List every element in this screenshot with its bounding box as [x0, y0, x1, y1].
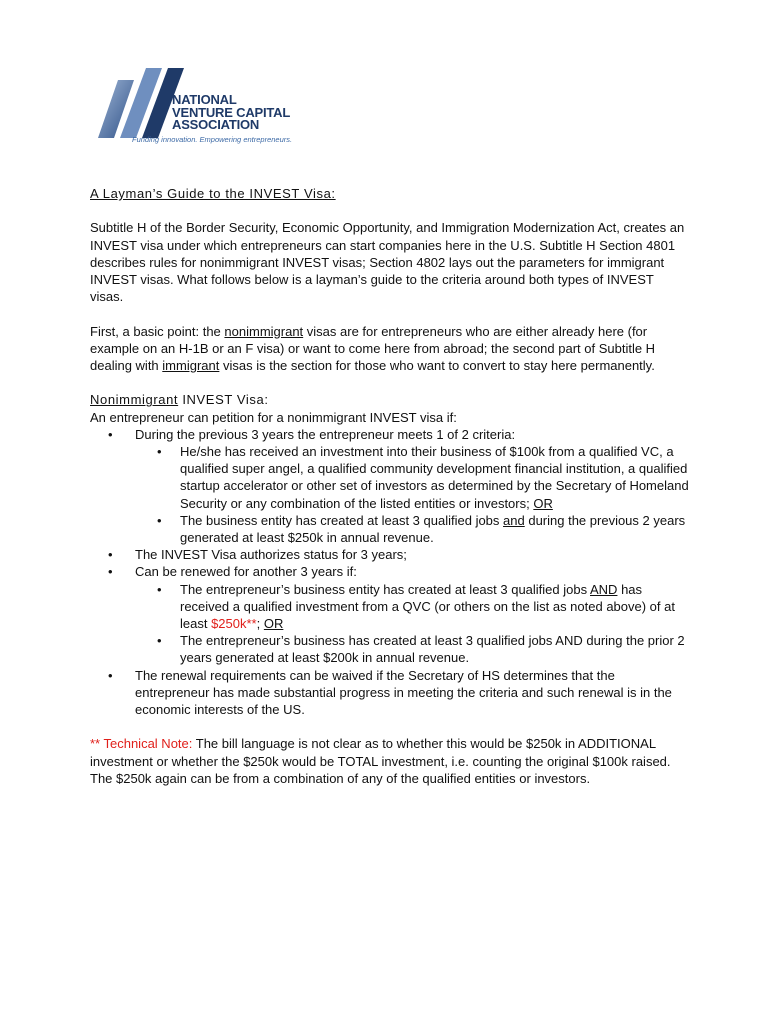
text: First, a basic point: the	[90, 323, 225, 339]
text: during the previous 2 years generated at least $250k in annual revenue.	[180, 512, 686, 546]
text: The business entity has created at least 3 qualified jobs	[180, 512, 504, 528]
criteria-list	[90, 426, 690, 718]
list-item	[90, 426, 690, 546]
list-item	[90, 546, 690, 563]
list-item-text: The INVEST Visa authorizes status for 3 years;	[135, 547, 407, 563]
section-heading	[90, 391, 690, 408]
logo-line-1: NATIONAL	[172, 92, 237, 107]
text: ;	[256, 616, 264, 632]
sub-list	[135, 581, 690, 667]
document-title: A Layman’s Guide to the INVEST Visa:	[90, 186, 336, 201]
sub-list-item	[135, 443, 690, 512]
text: He/she has received an investment into their business of $100k from a qualified VC, a qualified super angel, a qualified community development financial institution, a qualified startup accelerator or other set of investors as determined by the Secretary of Homeland Security or any combination of the listed entities or investors;	[180, 444, 689, 511]
logo-tagline: Funding innovation. Empowering entrepreneurs.	[132, 135, 293, 144]
sub-list-item	[135, 632, 690, 666]
term-immigrant: immigrant	[162, 358, 220, 373]
technical-note-text: The bill language is not clear as to whether this would be $250k in ADDITIONAL investment or whether the $250k would be TOTAL investment, i.e. counting the original $100k raised. The $250k again can be from a combination of any of the qualified entities or investors.	[90, 736, 671, 786]
sub-list-item	[135, 581, 690, 633]
highlight-250k: $250k**	[211, 616, 257, 632]
list-item-text: Can be renewed for another 3 years if:	[135, 564, 357, 580]
heading-rest: INVEST Visa:	[178, 392, 269, 408]
logo-line-3: ASSOCIATION	[172, 117, 260, 132]
list-item	[90, 563, 690, 666]
heading-nonimmigrant: Nonimmigrant	[90, 392, 179, 408]
technical-note-label: ** Technical Note:	[90, 736, 193, 752]
document-body	[90, 185, 690, 804]
text-or: OR	[263, 616, 284, 632]
sub-list-item	[135, 512, 690, 546]
text: The entrepreneur’s business entity has created at least 3 qualified jobs	[180, 581, 590, 597]
text: has received a qualified investment from a QVC (or others on the list as noted above) of at least	[180, 581, 675, 632]
list-item	[90, 667, 690, 719]
list-item-text: The renewal requirements can be waived if the Secretary of HS determines that the entrepreneur has made substantial progress in meeting the criteria and such renewal is in the economic interests of the US.	[135, 667, 672, 718]
paragraph-intro: Subtitle H of the Border Security, Economic Opportunity, and Immigration Modernization Act, creates an INVEST visa under which entrepreneurs can start companies here in the U.S. Subtitle H Section 4801 describes rules for nonimmigrant INVEST visas; Section 4802 lays out the parameters for immigrant INVEST visas. What follows below is a layman’s guide to the criteria around both types of INVEST visas.	[90, 220, 685, 305]
sub-list	[135, 443, 690, 546]
term-nonimmigrant: nonimmigrant	[224, 323, 304, 339]
technical-note	[90, 735, 690, 787]
logo-wordmark	[172, 94, 290, 132]
list-item-text: During the previous 3 years the entrepreneur meets 1 of 2 criteria:	[135, 426, 516, 442]
nvca-logo	[96, 66, 316, 150]
text-or: OR	[533, 495, 553, 511]
text: visas is the section for those who want to convert to stay here permanently.	[219, 358, 655, 373]
text: visas are for entrepreneurs who are either already here (for example on an H-1B or an F visa) or want to come here from abroad; the second part of Subtitle H dealing with	[90, 323, 656, 373]
text: The entrepreneur’s business has created at least 3 qualified jobs AND during the prior 2 years generated at least $200k in annual revenue.	[180, 633, 685, 666]
section-intro: An entrepreneur can petition for a nonimmigrant INVEST visa if:	[90, 409, 457, 425]
logo-line-2: VENTURE CAPITAL	[172, 104, 291, 120]
text-and: AND	[590, 581, 618, 597]
paragraph-basic-point	[90, 323, 690, 375]
text-and: and	[503, 512, 525, 528]
